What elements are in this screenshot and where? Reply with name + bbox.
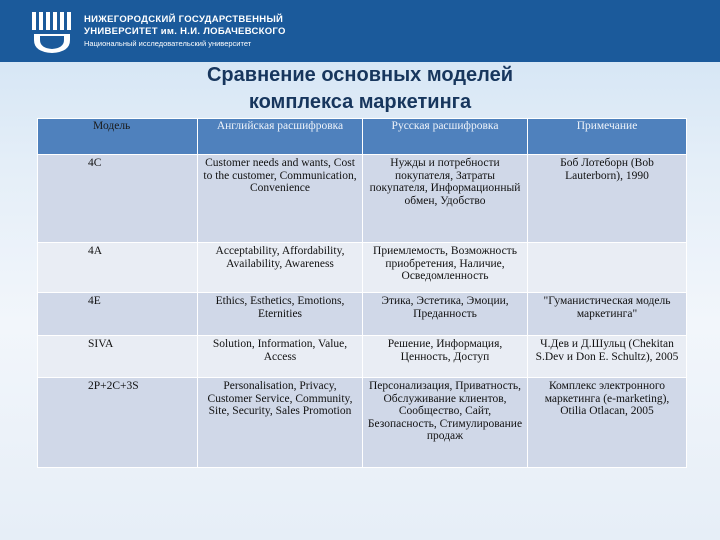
cell-english: Personalisation, Privacy, Customer Service, Community, Site, Security, Sales Promotion <box>198 378 363 468</box>
cell-note: Ч.Дев и Д.Шульц (Chekitan S.Dev и Don E. Schultz), 2005 <box>528 336 687 378</box>
marketing-models-table <box>37 118 687 468</box>
table-header-row <box>38 119 687 155</box>
slide-title-line1: Сравнение основных моделей <box>206 64 513 86</box>
university-logo-icon <box>30 8 74 54</box>
cell-russian: Приемлемость, Возможность приобретения, Наличие, Осведомленность <box>363 243 528 293</box>
cell-english: Customer needs and wants, Cost to the customer, Communication, Convenience <box>198 155 363 243</box>
cell-russian: Нужды и потребности покупателя, Затраты покупателя, Информационный обмен, Удобство <box>363 155 528 243</box>
cell-model: 4A <box>38 243 198 293</box>
table-row <box>38 293 687 336</box>
table-row <box>38 155 687 243</box>
cell-english: Solution, Information, Value, Access <box>198 336 363 378</box>
cell-note <box>528 243 687 293</box>
cell-note: Комплекс электронного маркетинга (e-marketing), Otilia Otlacan, 2005 <box>528 378 687 468</box>
slide-title-line2: комплекса маркетинга <box>248 91 472 113</box>
slide-title <box>140 62 580 116</box>
cell-russian: Этика, Эстетика, Эмоции, Преданность <box>363 293 528 336</box>
cell-note: Боб Лотеборн (Bob Lauterborn), 1990 <box>528 155 687 243</box>
cell-english: Acceptability, Affordability, Availability, Awareness <box>198 243 363 293</box>
column-header-note: Примечание <box>528 119 687 155</box>
table-row <box>38 378 687 468</box>
cell-model: 4E <box>38 293 198 336</box>
cell-model: 4C <box>38 155 198 243</box>
university-name <box>84 14 286 49</box>
cell-russian: Персонализация, Приватность, Обслуживание клиентов, Сообщество, Сайт, Безопасность, Стимулирование продаж <box>363 378 528 468</box>
table-row <box>38 243 687 293</box>
cell-note: "Гуманистическая модель маркетинга" <box>528 293 687 336</box>
table-row <box>38 336 687 378</box>
column-header-russian: Русская расшифровка <box>363 119 528 155</box>
university-name-line2: УНИВЕРСИТЕТ им. Н.И. ЛОБАЧЕВСКОГО <box>84 26 286 37</box>
university-name-line1: НИЖЕГОРОДСКИЙ ГОСУДАРСТВЕННЫЙ <box>84 14 284 25</box>
cell-english: Ethics, Esthetics, Emotions, Eternities <box>198 293 363 336</box>
header-bar <box>0 0 720 62</box>
cell-model: 2P+2C+3S <box>38 378 198 468</box>
column-header-english: Английская расшифровка <box>198 119 363 155</box>
column-header-model: Модель <box>38 119 198 155</box>
cell-model: SIVA <box>38 336 198 378</box>
university-subtitle: Национальный исследовательский университет <box>84 39 252 48</box>
cell-russian: Решение, Информация, Ценность, Доступ <box>363 336 528 378</box>
